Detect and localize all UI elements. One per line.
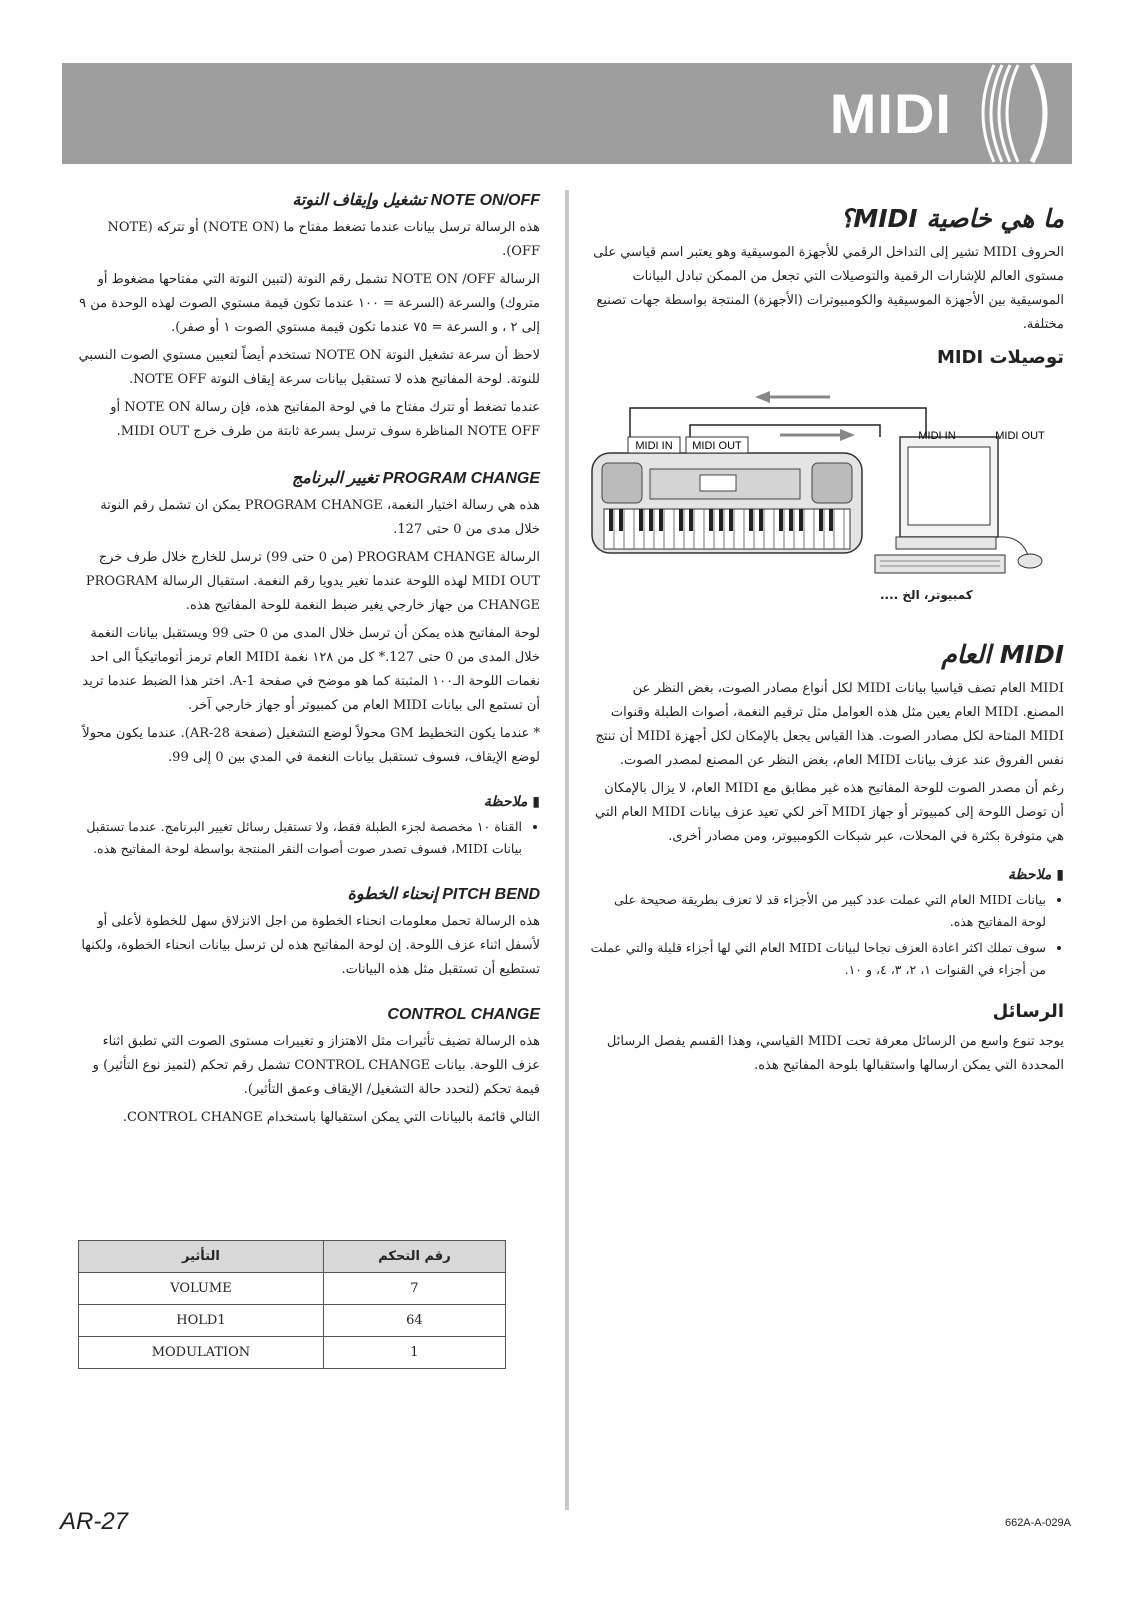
arrow-right-icon xyxy=(780,429,855,441)
paragraph: عندما تضغط أو تترك مفتاح ما في لوحة المفاتيح هذه، فإن رسالة NOTE ON أو NOTE OFF المناظرة سوف ترسل بسرعة ثابتة من طرف خرج MIDI OUT. xyxy=(110,400,540,439)
keyboard-illustration xyxy=(592,453,862,553)
table-header-cell: التأثير xyxy=(79,1241,324,1273)
paragraph: هذه الرسالة تضيف تأثيرات مثل الاهتزاز و تغييرات مستوى الصوت التي تطبق اثناء عزف اللوحة. بيانات CONTROL CHANGE تشمل رقم تحكم (لتميز نوع التأثير) و قيمة تحكم (لتحدد حالة التشغيل/ الإيقاف وعمق التأثير). xyxy=(92,1034,540,1097)
paragraph: يوجد تنوع واسع من الرسائل معرفة تحت MIDI القياسي، وهذا القسم يفصل الرسائل المحددة التي يمكن ارسالها واستقبالها بلوحة المفاتيح هذه. xyxy=(606,1034,1064,1073)
keyboard-midi-in-label: MIDI IN xyxy=(635,440,673,452)
footnote: * عندما يكون التخطيط GM محولاً لوضع التشغيل (صفحة AR-28). عندما يكون محولاً لوضع الإيقاف، فسوف تستقبل بيانات النغمة في المدي بين 0 إلى 99. xyxy=(82,726,540,765)
paragraph: هذه الرسالة تحمل معلومات انحناء الخطوة من اجل الانزلاق سهل للخطوة لأعلى أو لأسفل اثناء عزف اللوحة. إن لوحة المفاتيح هذه لن ترسل بيانات انحناء الخطوة، ولكنها تستطيع أن تستقبل مثل هذه البيانات. xyxy=(81,914,540,977)
diagram-caption: كمبيوتر، الخ .... xyxy=(880,588,973,602)
paragraph: الرسالة NOTE ON /OFF تشمل رقم النوتة (لتبين النوتة التي مفتاحها مضغوط أو متروك) والسرعة (السرعة = ١٠٠ عندما تكون قيمة مستوي الصوت لهذه الوحدة من ٩ إلى ٢ ، و السرعة = ٧٥ عندما تكون قيمة مستوي الصوت ١ أو صفر). xyxy=(79,272,540,335)
midi-connection-diagram xyxy=(590,385,1060,585)
paragraph: لوحة المفاتيح هذه يمكن أن ترسل خلال المدى من 0 حتى 99 ويستقبل بيانات النغمة خلال المدى من 0 حتى 127.* كل من ١٢٨ نغمة MIDI العام ترمز أتوماتيكياً الى احد نغمات اللوحة الـ١٠٠ المثبتة كما هو موضح في صفحة A-1. اختر هذا الضبط عندما تريد أن تستمع الى بيانات MIDI العام من كمبيوتر أو جهاز خارجي آخر. xyxy=(82,626,540,713)
computer-illustration xyxy=(875,437,1042,573)
table-cell: VOLUME xyxy=(79,1273,324,1305)
header-band xyxy=(62,63,1072,164)
pitch-bend-section xyxy=(78,884,540,982)
paragraph: التالي قائمة بالبيانات التي يمكن استقبالها باستخدام CONTROL CHANGE. xyxy=(122,1110,540,1125)
keyboard-midi-out-label: MIDI OUT xyxy=(692,440,742,452)
table-cell: 64 xyxy=(323,1305,505,1337)
pitch-bend-heading: PITCH BEND إنحناء الخطوة xyxy=(347,886,540,903)
computer-midi-in-label: MIDI IN xyxy=(918,430,956,442)
computer-midi-out-label: MIDI OUT xyxy=(995,430,1045,442)
paragraph: الرسالة PROGRAM CHANGE (من 0 حتى 99) ترسل للخارج خلال طرف خرج MIDI OUT لهذه اللوحة عندما تغير يدويا رقم النغمة. استقبال الرسالة PROGRAM CHANGE من جهاز خارجي يغير ضبط النغمة للوحة المفاتيح هذه. xyxy=(85,550,540,613)
what-is-midi-heading: ما هي خاصية MIDI؟ xyxy=(840,204,1064,233)
note-heading-label: ملاحظة xyxy=(483,794,528,810)
table-row xyxy=(79,1305,506,1337)
paragraph: رغم أن مصدر الصوت للوحة المفاتيح هذه غير مطابق مع MIDI العام، لا يزال بالإمكان أن توصل اللوحة إلى كمبيوتر أو جهاز MIDI آخر لكي تعيد عزف بيانات MIDI العام التي هي متوفرة بكثرة في المحلات، عبر شبكات الكومبيوتر، ومن مصادر أخرى. xyxy=(595,781,1064,844)
general-midi-heading: MIDI العام xyxy=(941,640,1064,669)
control-change-table xyxy=(78,1240,506,1369)
table-cell: HOLD1 xyxy=(79,1305,324,1337)
program-change-section xyxy=(78,468,540,770)
header-arcs-decoration xyxy=(954,63,1064,164)
table-header-row xyxy=(79,1241,506,1273)
note-heading: ▮ ملاحظة xyxy=(1007,867,1064,883)
note-item: • سوف تملك اكثر اعادة العزف نجاحا لبيانات MIDI العام التي لها أجزاء قليلة والتي عملت من أجزاء في القنوات ١، ٢، ٣، ٤، و ١٠. xyxy=(590,937,1046,981)
paragraph: لاحظ أن سرعة تشغيل النوتة NOTE ON تستخدم أيضاً لتعيين مستوي الصوت النسبي للنوتة. لوحة المفاتيح هذه لا تستقبل بيانات سرعة إيقاف النوتة NOTE OFF. xyxy=(78,348,540,387)
left-note-section xyxy=(78,794,540,860)
paragraph: الحروف MIDI تشير إلى التداخل الرقمي للأجهزة الموسيقية وهو يعتبر اسم قياسي على مستوى العالم للإشارات الرقمية والتوصيلات التي تجعل من الممكن تبادل البيانات الموسيقية بين الأجهزة الموسيقية والكومبيوترات (الأجهزة) المنتجة بواسطة جهات تصنيع مختلفة. xyxy=(593,245,1064,332)
document-code: 662A-A-029A xyxy=(1004,1517,1071,1529)
note-on-off-heading: NOTE ON/OFF تشغيل وإيقاف النوتة xyxy=(292,192,540,209)
program-change-heading: PROGRAM CHANGE تغيير البرنامج xyxy=(291,470,540,487)
table-row xyxy=(79,1273,506,1305)
note-item: • بيانات MIDI العام التي عملت عدد كبير من الأجزاء قد لا تعزف بطريقة صحيحة على لوحة المفاتيح هذه. xyxy=(590,889,1046,933)
control-change-heading: CONTROL CHANGE xyxy=(387,1006,540,1023)
right-column-bottom xyxy=(590,640,1064,1082)
note-heading-label: ملاحظة xyxy=(1007,867,1052,883)
table-row xyxy=(79,1337,506,1369)
paragraph: هذه الرسالة ترسل بيانات عندما تضغط مفتاح ما (NOTE ON) أو تتركه (NOTE OFF). xyxy=(107,220,540,259)
paragraph: هذه هي رسالة اختيار النغمة، PROGRAM CHANGE يمكن ان تشمل رقم النوتة خلال مدى من 0 حتى 127. xyxy=(100,498,540,537)
page-number: AR-27 xyxy=(60,1508,129,1535)
table-header-cell: رقم التحكم xyxy=(323,1241,505,1273)
left-column xyxy=(78,190,540,1154)
note-item: • القناة ١٠ مخصصة لجزء الطبلة فقط، ولا تستقبل رسائل تغيير البرنامج. عندما تستقبل بيانات MIDI، فسوف تصدر صوت أصوات النقر المنتجة بواسطة لوحة المفاتيح هذه. xyxy=(78,816,522,860)
note-on-off-section xyxy=(78,190,540,444)
messages-heading: الرسائل xyxy=(992,1001,1064,1022)
table-cell: 7 xyxy=(323,1273,505,1305)
column-divider xyxy=(565,190,569,1510)
table-cell: MODULATION xyxy=(79,1337,324,1369)
page-title: MIDI xyxy=(829,82,952,145)
note-heading: ▮ ملاحظة xyxy=(483,794,540,810)
arrow-left-icon xyxy=(755,391,830,403)
right-column-top xyxy=(590,190,1064,376)
paragraph: MIDI العام تصف قياسيا بيانات MIDI لكل أنواع مصادر الصوت، بغض النظر عن المصنع. MIDI العام يعين مثل هذه العوامل مثل ترقيم النغمة، أصوات الطبلة وقنوات MIDI المتاحة لكل مصادر الصوت. هذا القياس يجعل بالإمكان لكل أجهزة MIDI أن تنتج نفس الفروق عند عزف بيانات MIDI العام، بغض النظر عن المصنع لمصدر الصوت. xyxy=(595,681,1064,768)
midi-connections-heading: توصيلات MIDI xyxy=(936,347,1064,368)
table-cell: 1 xyxy=(323,1337,505,1369)
control-change-section xyxy=(78,1006,540,1130)
